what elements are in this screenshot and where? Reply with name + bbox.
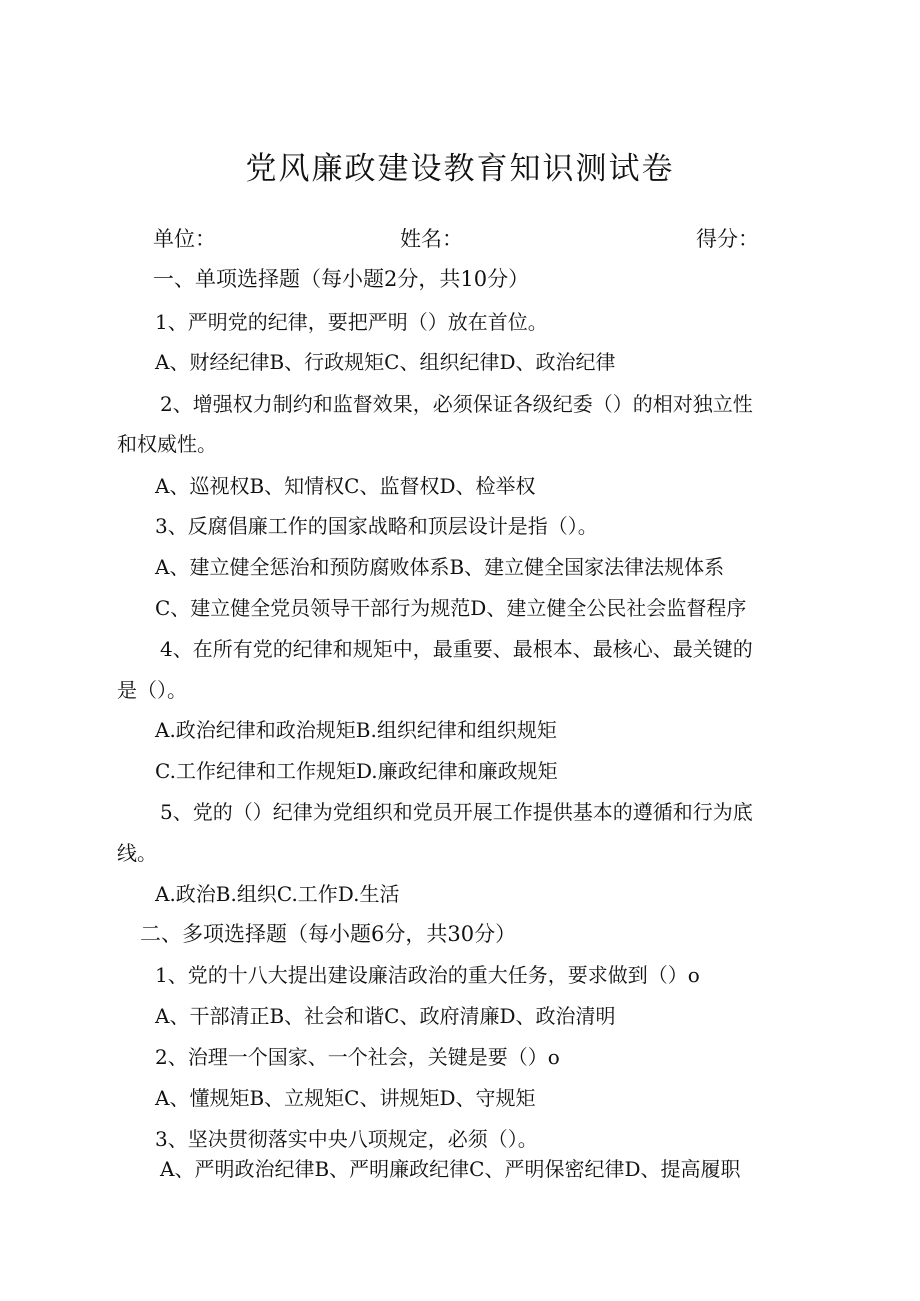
score-field-label: 得分： bbox=[696, 227, 759, 251]
unit-field-label: 单位： bbox=[153, 227, 216, 251]
s1-question-1: 1、严明党的纪律，要把严明（）放在首位。 bbox=[155, 310, 548, 334]
section-2-heading: 二、多项选择题（每小题6分，共30分） bbox=[140, 922, 517, 946]
s2-question-1-options: A、干部清正B、社会和谐C、政府清廉D、政治清明 bbox=[155, 1004, 616, 1028]
s1-question-5-cont: 线。 bbox=[117, 841, 157, 865]
s1-question-4-options-c: C.工作纪律和工作规矩D.廉政纪律和廉政规矩 bbox=[155, 759, 558, 783]
s1-question-2: 2、增强权力制约和监督效果，必须保证各级纪委（）的相对独立性 bbox=[160, 392, 753, 416]
s1-question-4-options-a: A.政治纪律和政治规矩B.组织纪律和组织规矩 bbox=[155, 718, 557, 742]
s1-question-1-options: A、财经纪律B、行政规矩C、组织纪律D、政治纪律 bbox=[155, 350, 616, 374]
section-1-heading: 一、单项选择题（每小题2分，共10分） bbox=[153, 267, 530, 291]
s2-question-2-options: A、懂规矩B、立规矩C、讲规矩D、守规矩 bbox=[155, 1086, 536, 1110]
s1-question-4: 4、在所有党的纪律和规矩中，最重要、最根本、最核心、最关键的 bbox=[160, 637, 753, 661]
s1-question-5: 5、党的（）纪律为党组织和党员开展工作提供基本的遵循和行为底 bbox=[160, 800, 753, 824]
page-title: 党风廉政建设教育知识测试卷 bbox=[245, 151, 675, 187]
s2-question-3-options: A、严明政治纪律B、严明廉政纪律C、严明保密纪律D、提高履职 bbox=[160, 1157, 741, 1181]
s1-question-4-cont: 是（）。 bbox=[117, 678, 187, 702]
s2-question-3: 3、坚决贯彻落实中央八项规定，必须（）。 bbox=[155, 1127, 538, 1151]
s1-question-2-options: A、巡视权B、知情权C、监督权D、检举权 bbox=[155, 474, 536, 498]
s2-question-2: 2、治理一个国家、一个社会，关键是要（）o bbox=[155, 1045, 560, 1069]
s2-question-1: 1、党的十八大提出建设廉洁政治的重大任务，要求做到（）o bbox=[155, 963, 700, 987]
s1-question-3-options-c: C、建立健全党员领导干部行为规范D、建立健全公民社会监督程序 bbox=[155, 596, 747, 620]
s1-question-3-options-a: A、建立健全惩治和预防腐败体系B、建立健全国家法律法规体系 bbox=[155, 555, 725, 579]
name-field-label: 姓名： bbox=[400, 227, 463, 251]
s1-question-3: 3、反腐倡廉工作的国家战略和顶层设计是指（）。 bbox=[155, 514, 598, 538]
s1-question-5-options: A.政治B.组织C.工作D.生活 bbox=[155, 882, 400, 906]
s1-question-2-cont: 和权威性。 bbox=[117, 432, 217, 456]
